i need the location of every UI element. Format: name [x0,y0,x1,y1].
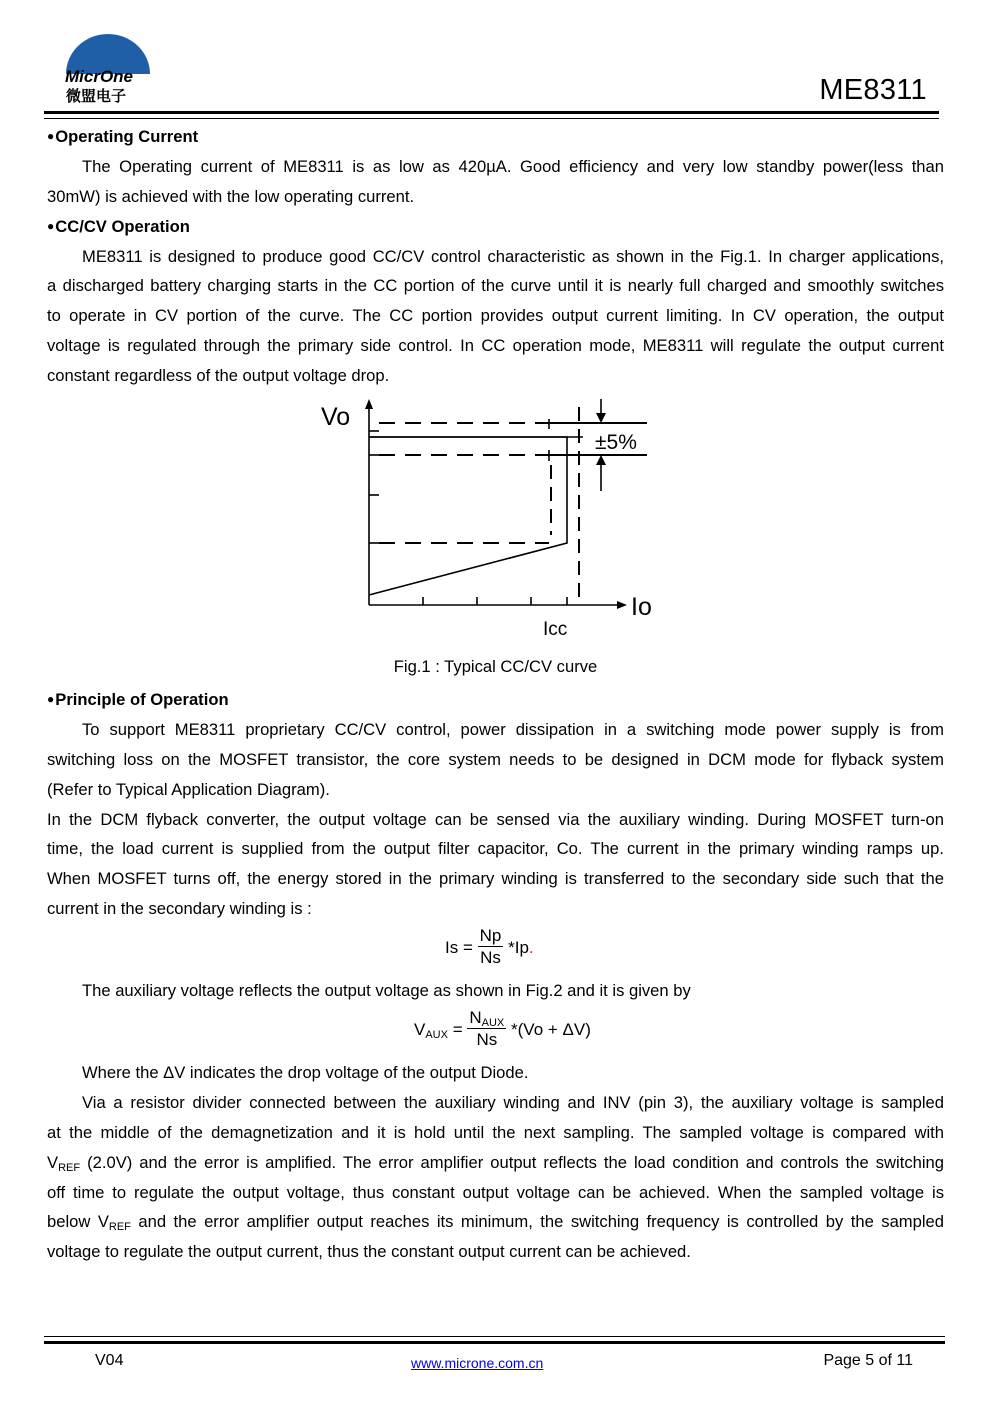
paragraph-line: Where the ΔV indicates the drop voltage of the output Diode. [82,1063,529,1083]
figure-cc-cv-curve [47,391,944,685]
eq1-lhs: Is [445,937,459,957]
y-axis-label: Vo [321,403,351,432]
paragraph-line: In the DCM flyback converter, the output voltage can be sensed via the auxiliary winding. During MOSFET turn-on [47,809,944,829]
icc-tick-label: Icc [543,619,568,641]
document-title: ME8311 [819,74,927,106]
paragraph-line: switching loss on the MOSFET transistor, the core system needs to be designed in DCM mode for flyback system [47,749,944,769]
footer-website-link[interactable]: www.microne.com.cn [411,1355,544,1371]
paragraph-line: voltage is regulated through the primary side control. In CC operation mode, ME8311 will regulate the output current [47,336,944,356]
eq1-rhs: *Ip [508,937,529,957]
eq2-lhs: $V_{AUX}$ [414,1019,448,1041]
tolerance-arrow-up-icon [596,455,606,465]
figure-caption: Fig.1 : Typical CC/CV curve [393,657,598,677]
y-axis-arrow-icon [365,399,373,409]
tolerance-label: ±5% [595,431,637,455]
eq1-denominator: Ns [480,948,501,968]
paragraph-line: 30mW) is achieved with the low operating current. [47,186,415,206]
eq2-numerator: $N_{AUX}$ [469,1008,505,1030]
paragraph-line: below $V_{REF}$ and the error amplifier output reaches its minimum, the switching frequency is controlled by the sampled [47,1212,944,1234]
tolerance-arrow-down-icon [596,413,606,423]
logo-text: MicrOne [65,67,134,86]
header-rule-thick [44,111,939,114]
paragraph-line: The auxiliary voltage reflects the output voltage as shown in Fig.2 and it is given by [82,981,691,1001]
paragraph-line: at the middle of the demagnetization and it is hold until the next sampling. The sampled voltage is compared with [47,1122,944,1142]
paragraph-line: The Operating current of ME8311 is as low as 420µA. Good efficiency and very low standby power(less than [82,156,944,176]
equation-aux-voltage [47,1006,944,1058]
cc-cv-curve-line [369,437,567,595]
company-logo [62,30,154,110]
section-heading-ccv-operation: ●CC/CV Operation [47,216,190,236]
page-content [47,122,944,1267]
eq2-fraction [467,1008,506,1051]
logo-cn-text: 微盟电子 [66,87,127,105]
section-heading-principle: ●Principle of Operation [47,690,229,710]
paragraph-line: to operate in CV portion of the curve. The CC portion provides output current limiting. In CV operation, the output [47,306,944,326]
equation-secondary-current [47,924,944,976]
eq2-equals: = [452,1019,463,1039]
x-axis-arrow-icon [617,601,627,609]
paragraph-line: Via a resistor divider connected between the auxiliary winding and INV (pin 3), the auxiliary voltage is sampled [82,1092,944,1112]
eq1-numerator: Np [479,926,502,946]
x-axis-label: Io [631,593,652,622]
footer-page-number: Page 5 of 11 [823,1352,913,1369]
cc-cv-diagram [315,395,705,645]
header-rule-thin [44,118,939,119]
footer-rule-thick [44,1341,945,1344]
eq1-fraction [478,926,504,969]
paragraph-line: ME8311 is designed to produce good CC/CV control characteristic as shown in the Fig.1. In charger applications, [82,246,944,266]
paragraph-line: $V_{REF}$ (2.0V) and the error is amplified. The error amplifier output reflects the load condition and controls the switching [47,1152,944,1174]
paragraph-line: a discharged battery charging starts in the CC portion of the curve until it is nearly full charged and smoothly switches [47,276,944,296]
eq2-denominator: Ns [476,1030,498,1050]
paragraph-line: To support ME8311 proprietary CC/CV control, power dissipation in a switching mode power supply is from [82,719,944,739]
paragraph-line: constant regardless of the output voltage drop. [47,366,390,386]
eq2-rhs: *(Vo + ΔV) [511,1019,591,1039]
eq1-equals: = [462,937,473,957]
paragraph-line: When MOSFET turns off, the energy stored in the primary winding is transferred to the secondary side such that the [47,869,944,889]
paragraph-line: time, the load current is supplied from the output filter capacitor, Co. The current in the primary winding ramps up. [47,839,944,859]
footer-version: V04 [95,1352,124,1369]
paragraph-line: voltage to regulate the output current, thus the constant output current can be achieved. [47,1242,691,1262]
logo-graphic [62,30,154,110]
paragraph-line: (Refer to Typical Application Diagram). [47,779,330,799]
paragraph-line: current in the secondary winding is : [47,899,312,919]
eq1-dot: . [528,937,534,957]
section-heading-operating-current: ●Operating Current [47,127,199,146]
footer-rule-thin [44,1336,945,1337]
paragraph-line: off time to regulate the output voltage, thus constant output voltage can be achieved. When the sampled voltage is [47,1182,944,1202]
